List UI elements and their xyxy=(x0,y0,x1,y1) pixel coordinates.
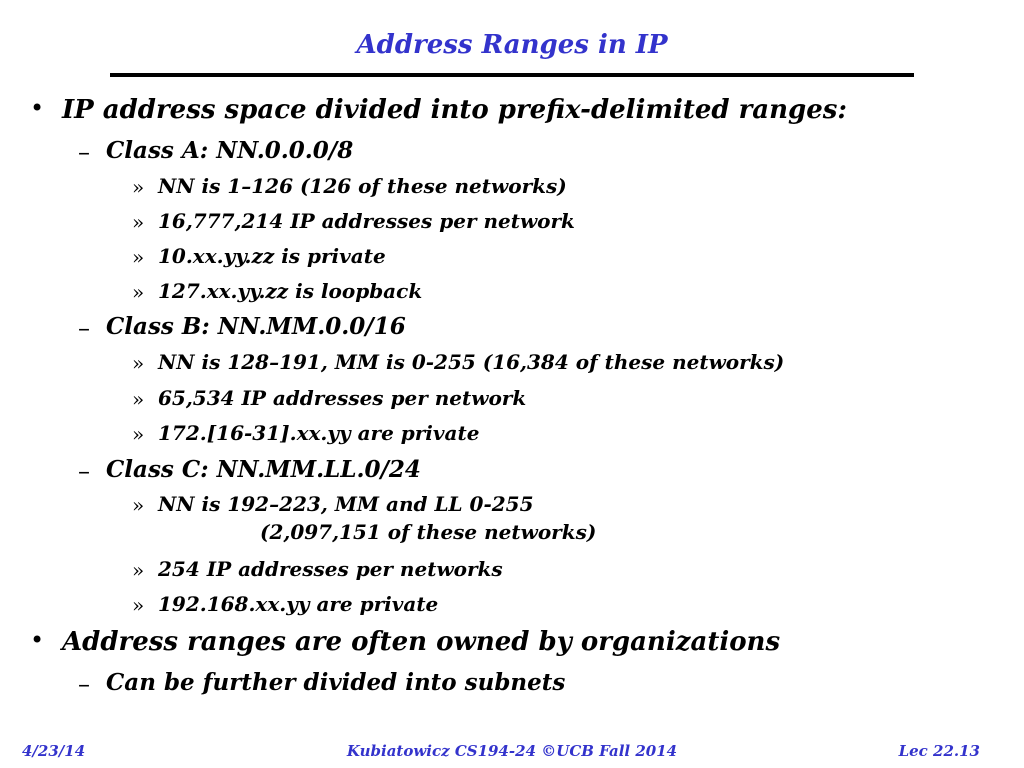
sub-bullet-text: Class C: NN.MM.LL.0/24 xyxy=(106,456,421,483)
title-divider xyxy=(110,73,914,77)
sub-bullet-text: Can be further divided into subnets xyxy=(106,669,566,696)
chevron-marker: » xyxy=(132,593,145,617)
footer-date: 4/23/14 xyxy=(22,742,86,760)
sub-sub-bullet-text: 127.xx.yy.zz is loopback xyxy=(158,279,423,303)
footer-lecture: Lec 22.13 xyxy=(898,742,980,760)
sub-sub-bullet-text: 172.[16-31].xx.yy are private xyxy=(158,421,480,445)
chevron-marker: » xyxy=(132,422,145,446)
slide-title: Address Ranges in IP xyxy=(356,30,668,60)
bullet-text: Address ranges are often owned by organizations xyxy=(62,627,781,657)
sub-sub-bullet-text: 192.168.xx.yy are private xyxy=(158,592,439,616)
chevron-marker: » xyxy=(132,351,145,375)
sub-sub-bullet-continuation: (2,097,151 of these networks) xyxy=(260,520,597,544)
chevron-marker: » xyxy=(132,280,145,304)
chevron-marker: » xyxy=(132,245,145,269)
chevron-marker: » xyxy=(132,175,145,199)
sub-sub-bullet-text: 10.xx.yy.zz is private xyxy=(158,244,386,268)
footer-course: Kubiatowicz CS194-24 ©UCB Fall 2014 xyxy=(346,742,678,760)
bullet-marker: • xyxy=(30,626,45,654)
dash-marker: – xyxy=(78,138,90,166)
sub-sub-bullet-text: 16,777,214 IP addresses per network xyxy=(158,209,575,233)
sub-bullet-text: Class A: NN.0.0.0/8 xyxy=(106,137,354,164)
sub-sub-bullet-text: NN is 128–191, MM is 0-255 (16,384 of these networks) xyxy=(158,350,785,374)
sub-sub-bullet-text: 254 IP addresses per networks xyxy=(158,557,503,581)
sub-sub-bullet-text: NN is 1–126 (126 of these networks) xyxy=(158,174,567,198)
chevron-marker: » xyxy=(132,387,145,411)
sub-bullet-text: Class B: NN.MM.0.0/16 xyxy=(106,313,406,340)
dash-marker: – xyxy=(78,457,90,485)
dash-marker: – xyxy=(78,314,90,342)
sub-sub-bullet-text: NN is 192–223, MM and LL 0-255 xyxy=(158,492,534,516)
sub-sub-bullet-text: 65,534 IP addresses per network xyxy=(158,386,527,410)
chevron-marker: » xyxy=(132,210,145,234)
bullet-marker: • xyxy=(30,94,45,122)
chevron-marker: » xyxy=(132,558,145,582)
bullet-text: IP address space divided into prefix-delimited ranges: xyxy=(62,95,848,125)
dash-marker: – xyxy=(78,670,90,698)
chevron-marker: » xyxy=(132,493,145,517)
